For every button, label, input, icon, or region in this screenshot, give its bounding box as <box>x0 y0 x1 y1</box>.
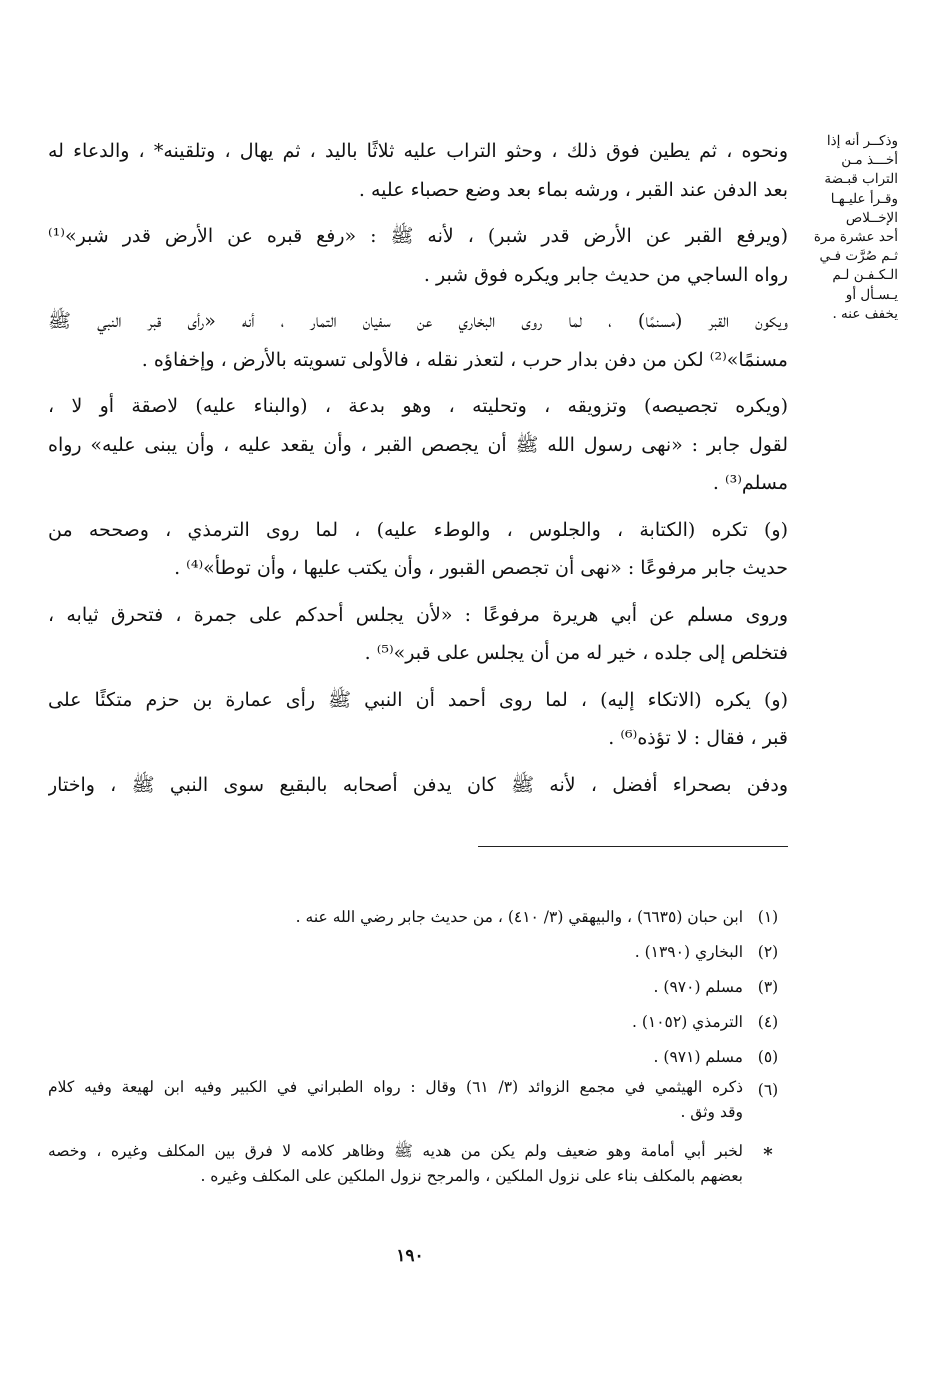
page-number: ١٩٠ <box>396 1246 424 1266</box>
footnote <box>48 1005 793 1040</box>
footnote-text: وقد وثق . <box>680 1103 743 1121</box>
footnote-number: (١) <box>757 908 779 926</box>
paragraph-raise-grave <box>48 217 788 294</box>
margin-note-line: الـكـفـن لـم <box>832 267 898 284</box>
footnote-star <box>48 1139 793 1189</box>
footnote-number: (٢) <box>757 943 779 961</box>
paragraph-writing-sitting <box>48 511 788 588</box>
footnote-separator <box>478 846 788 847</box>
footnote-number: (٥) <box>757 1048 779 1066</box>
footnote <box>48 900 793 935</box>
footnote <box>48 970 793 1005</box>
text-line: (و) يكره (الاتكاء إليه) ، لما روى أحمد أن النبي ﷺ رأى عمارة بن حزم متكئًا على <box>48 688 788 711</box>
margin-note-line: وقـرأ عليـهـا <box>830 190 898 207</box>
paragraph-humped-grave <box>48 302 788 379</box>
text-line: وروى مسلم عن أبي هريرة مرفوعًا : «لأن يجلس أحدكم على جمرة ، فتحرق ثيابه ، <box>48 603 788 626</box>
margin-note-line: أحد عشرة مرة <box>813 229 898 246</box>
main-text <box>48 132 788 804</box>
footnote-text: مسلم (٩٧٠) . <box>653 978 743 996</box>
footnote <box>48 1075 793 1125</box>
paragraph-plastering <box>48 387 788 503</box>
footnote <box>48 935 793 970</box>
paragraph-leaning <box>48 681 788 758</box>
footnote-number: (٤) <box>757 1013 779 1031</box>
text-line: قبر ، فقال : لا تؤذه⁽⁶⁾ . <box>608 727 788 749</box>
paragraph-muslim-narration <box>48 596 788 673</box>
footnote-text: ابن حبان (٦٦٣٥) ، والبيهقي (٣/ ٤١٠) ، من حديث جابر رضي الله عنه . <box>295 908 743 926</box>
text-line: (ويرفع القبر عن الأرض قدر شبر) ، لأنه ﷺ : «رفع قبره عن الأرض قدر شبر»⁽¹⁾ <box>48 225 788 247</box>
text-line: فتخلص إلى جلده ، خير له من أن يجلس على قبر»⁽⁵⁾ . <box>364 642 788 664</box>
text-line: لقول جابر : «نهى رسول الله ﷺ أن يجصص القبر ، وأن يقعد عليه ، وأن يبنى عليه» رواه <box>48 433 788 456</box>
text-line: حديث جابر مرفوعًا : «نهى أن تجصص القبور ، وأن يكتب عليها ، وأن توطأ»⁽⁴⁾ . <box>174 557 788 579</box>
paragraph-desert-burial <box>48 766 788 805</box>
text-line: مسنمًا»⁽²⁾ لكن من دفن بدار حرب ، لتعذر نقله ، فالأولى تسويته بالأرض ، وإخفاؤه . <box>141 348 788 371</box>
footnote-text: البخاري (١٣٩٠) . <box>634 943 743 961</box>
margin-note-line: الإخــلاص <box>845 209 898 226</box>
footnote-text: الترمذي (١٠٥٢) . <box>631 1013 743 1031</box>
margin-note-line: وذكــر أنه إذا <box>826 133 898 149</box>
text-line: (و) تكره (الكتابة ، والجلوس ، والوطء عليه) ، لما روى الترمذي ، وصححه من <box>48 518 788 541</box>
text-line: مسلم⁽³⁾ . <box>712 472 788 494</box>
text-line: ويكون القبر (مسنمًا) ، لما روى البخاري عن سفيان التمار ، أنه «رأى قبر النبي ﷺ <box>48 310 788 332</box>
margin-note-line: أخـــذ مـن <box>841 152 898 169</box>
footnote-text: ذكره الهيثمي في مجمع الزوائد (٣/ ٦١) وقال : رواه الطبراني في الكبير وفيه ابن لهيعة وفيه كلام <box>48 1078 744 1096</box>
footnote-number: (٦) <box>757 1081 779 1099</box>
margin-note-line: التراب قبـضة <box>824 171 898 188</box>
footnote-text: لخبر أبي أمامة وهو ضعيف ولم يكن من هديه ﷺ وظاهر كلامه لا فرق بين المكلف وغيره ، وخصه <box>48 1142 743 1160</box>
text-line: رواه الساجي من حديث جابر ويكره فوق شبر . <box>423 263 788 286</box>
text-line: ونحوه ، ثم يطين فوق ذلك ، وحثو التراب عليه ثلاثًا باليد ، ثم يهال ، وتلقينه* ، والدعاء له <box>48 140 788 162</box>
footnote-text: مسلم (٩٧١) . <box>653 1048 743 1066</box>
margin-note <box>806 132 898 324</box>
margin-note-line: يخفف عنه . <box>832 305 898 322</box>
paragraph-burial <box>48 132 788 209</box>
text-line: بعد الدفن عند القبر ، ورشه بماء بعد وضع حصباء عليه . <box>358 178 788 201</box>
footnotes <box>48 900 793 1189</box>
footnote <box>48 1040 793 1075</box>
text-line: ودفن بصحراء أفضل ، لأنه ﷺ كان يدفن أصحابه بالبقيع سوى النبي ﷺ ، واختار <box>48 773 788 796</box>
footnote-asterisk: * <box>763 1144 773 1165</box>
margin-note-line: يـسـأل أو <box>845 286 898 303</box>
margin-note-line: ثـم صُرَّت فـي <box>819 248 898 265</box>
footnote-text: بعضهم بالمكلف بناء على نزول الملكين ، والمرجح نزول الملكين على المكلف وغيره . <box>200 1167 743 1185</box>
text-line: (ويكره تجصيصه) وتزويقه ، وتحليته ، وهو بدعة ، (والبناء عليه) لاصقة أو لا ، <box>48 395 788 417</box>
footnote-number: (٣) <box>757 978 779 996</box>
